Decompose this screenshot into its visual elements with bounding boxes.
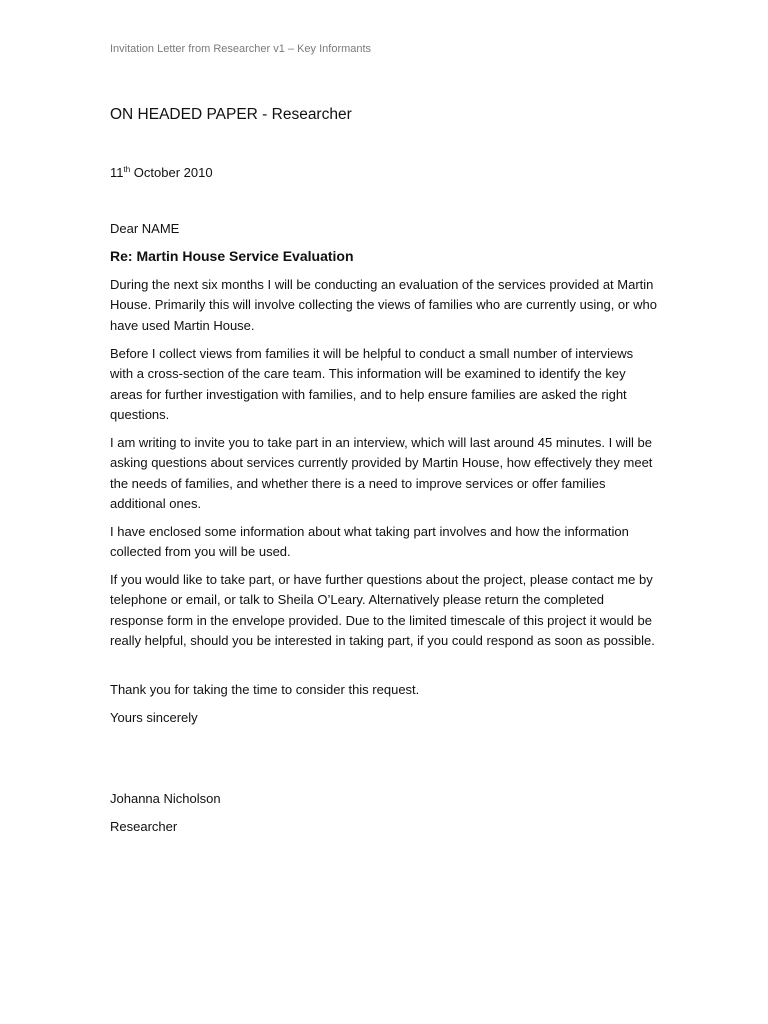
body-paragraph: I am writing to invite you to take part in an interview, which will last around 45 minutes. I will be asking questions about services currently provided by Martin House, how effectively they meet the needs of families, and whether there is a need to improve services or offer families additional ones. <box>110 435 653 512</box>
headed-paper-label: ON HEADED PAPER - Researcher <box>110 106 352 123</box>
date-suffix: th <box>123 165 131 174</box>
body-paragraph: Before I collect views from families it will be helpful to conduct a small number of interviews with a cross-section of the care team. This information will be examined to identify the key areas for further investigation with families, and to help ensure families are asked the right questions. <box>110 346 634 423</box>
closing-line: Yours sincerely <box>110 710 198 725</box>
body-paragraph: Thank you for taking the time to consider this request. <box>110 682 420 697</box>
signature-name: Johanna Nicholson <box>110 791 221 806</box>
date-month-year: October 2010 <box>130 165 213 180</box>
document-header-note: Invitation Letter from Researcher v1 – Key Informants <box>110 43 372 55</box>
body-paragraph: I have enclosed some information about what taking part involves and how the information collected from you will be used. <box>110 524 629 560</box>
salutation: Dear NAME <box>110 221 180 236</box>
signature-role: Researcher <box>110 819 178 834</box>
letter-date <box>110 165 213 180</box>
subject-line: Re: Martin House Service Evaluation <box>110 248 354 264</box>
body-paragraph: If you would like to take part, or have further questions about the project, please contact me by telephone or email, or talk to Sheila O’Leary. Alternatively please return the completed response form in the envelope provided. Due to the limited timescale of this project it would be really helpful, should you be interested in taking part, if you could respond as soon as possible. <box>110 572 655 649</box>
body-paragraph: During the next six months I will be conducting an evaluation of the services provided at Martin House. Primarily this will involve collecting the views of families who are currently using, or who have used Martin House. <box>110 277 657 333</box>
date-day: 11 <box>110 165 124 180</box>
